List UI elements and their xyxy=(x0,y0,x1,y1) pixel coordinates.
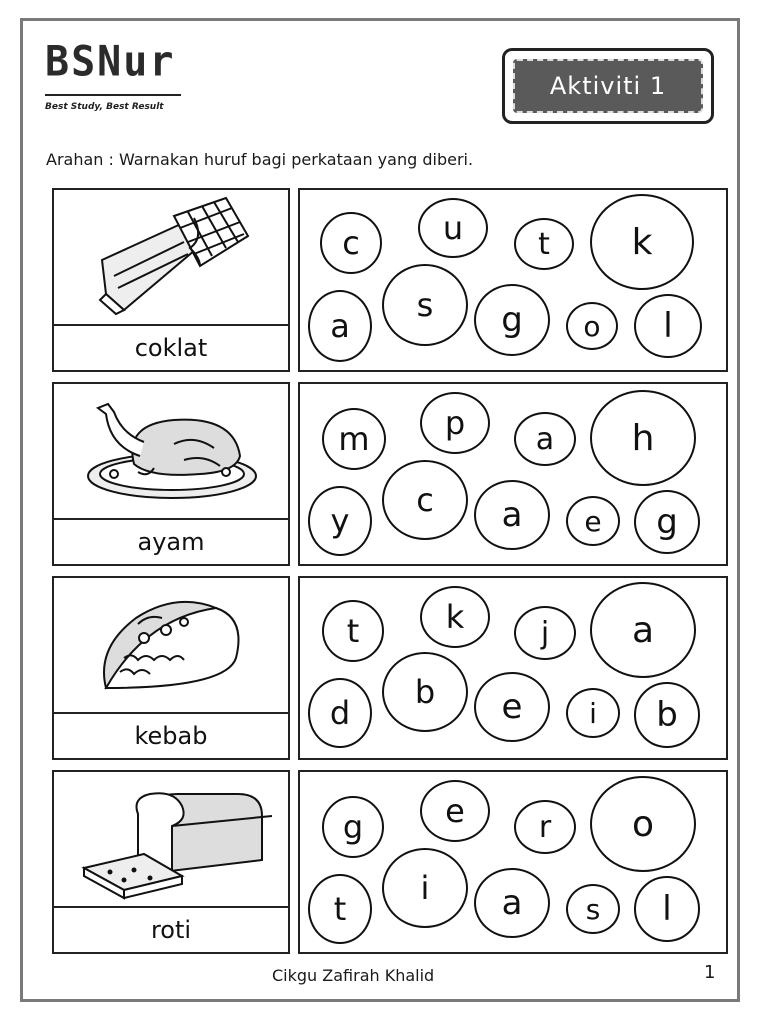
footer-author: Cikgu Zafirah Khalid xyxy=(272,966,435,985)
logo-rule xyxy=(45,94,181,96)
letter-bubble[interactable]: o xyxy=(566,302,618,350)
row-word: roti xyxy=(150,916,192,944)
letter-bubble[interactable]: p xyxy=(420,392,490,454)
chocolate-bar-icon xyxy=(54,190,288,326)
letter-bubble[interactable]: k xyxy=(590,194,694,290)
letter-bubble[interactable]: a xyxy=(514,412,576,466)
row-card-ayam xyxy=(52,382,290,566)
row-card-roti xyxy=(52,770,290,954)
letter-bubble[interactable]: b xyxy=(382,652,468,732)
logo-tagline: Best Study, Best Result xyxy=(45,102,164,112)
letter-bubble[interactable]: t xyxy=(308,874,372,944)
kebab-wrap-icon xyxy=(54,578,288,714)
letter-bubble[interactable]: g xyxy=(322,796,384,858)
letter-bubble[interactable]: i xyxy=(566,688,620,738)
letter-bubble[interactable]: t xyxy=(514,218,574,270)
letter-bubble[interactable]: u xyxy=(418,198,488,258)
letter-bubble[interactable]: g xyxy=(634,490,700,554)
letters-box-coklat xyxy=(298,188,728,372)
row-card-kebab xyxy=(52,576,290,760)
letter-bubble[interactable]: g xyxy=(474,284,550,356)
letter-bubble[interactable]: i xyxy=(382,848,468,928)
letter-bubble[interactable]: t xyxy=(322,600,384,662)
letter-bubble[interactable]: e xyxy=(474,672,550,742)
activity-label: Aktiviti 1 xyxy=(549,72,667,100)
letter-bubble[interactable]: y xyxy=(308,486,372,556)
letter-bubble[interactable]: e xyxy=(566,496,620,546)
letter-bubble[interactable]: a xyxy=(590,582,696,678)
letter-bubble[interactable]: l xyxy=(634,876,700,942)
row-word: ayam xyxy=(137,528,205,556)
activity-badge xyxy=(502,48,714,124)
letter-bubble[interactable]: d xyxy=(308,678,372,748)
letter-bubble[interactable]: s xyxy=(382,264,468,346)
activity-badge-inner xyxy=(513,59,703,113)
letter-bubble[interactable]: a xyxy=(308,290,372,362)
row-word: coklat xyxy=(134,334,208,362)
letter-bubble[interactable]: h xyxy=(590,390,696,486)
letter-bubble[interactable]: c xyxy=(320,212,382,274)
letters-box-roti xyxy=(298,770,728,954)
row-card-coklat xyxy=(52,188,290,372)
letter-bubble[interactable]: c xyxy=(382,460,468,540)
letters-box-kebab xyxy=(298,576,728,760)
letter-bubble[interactable]: a xyxy=(474,480,550,550)
row-word: kebab xyxy=(134,722,208,750)
page-number: 1 xyxy=(704,962,716,983)
instruction-text: Arahan : Warnakan huruf bagi perkataan yang diberi. xyxy=(46,150,474,169)
letter-bubble[interactable]: l xyxy=(634,294,702,358)
letter-bubble[interactable]: o xyxy=(590,776,696,872)
letters-box-ayam xyxy=(298,382,728,566)
letter-bubble[interactable]: r xyxy=(514,800,576,854)
logo xyxy=(45,37,185,112)
letter-bubble[interactable]: s xyxy=(566,884,620,934)
letter-bubble[interactable]: e xyxy=(420,780,490,842)
letter-bubble[interactable]: k xyxy=(420,586,490,648)
roast-chicken-icon xyxy=(54,384,288,520)
letter-bubble[interactable]: b xyxy=(634,682,700,748)
logo-text: BSNur xyxy=(45,37,176,87)
letter-bubble[interactable]: j xyxy=(514,606,576,660)
letter-bubble[interactable]: m xyxy=(322,408,386,470)
letter-bubble[interactable]: a xyxy=(474,868,550,938)
bread-loaf-icon xyxy=(54,772,288,908)
